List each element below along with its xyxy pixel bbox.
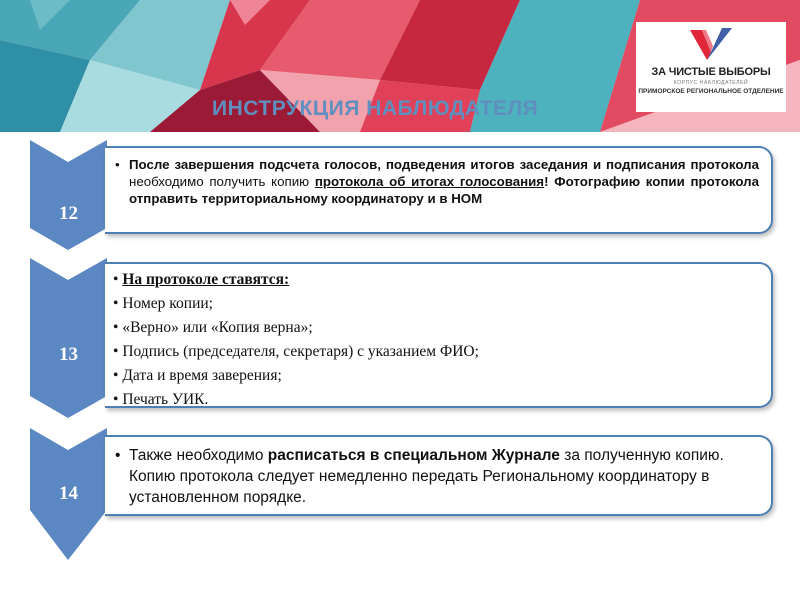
list-item-text: Номер копии; — [122, 295, 213, 312]
step-12-text-bold-1: После завершения подсчета голосов, подведения итогов заседания и подписания протокола — [129, 157, 759, 172]
list-item — [113, 364, 761, 388]
step-12-chevron — [30, 140, 107, 250]
list-item — [113, 316, 761, 340]
bullet: • — [113, 319, 123, 336]
step-12-text-plain-1: необходимо получить копию — [129, 174, 315, 189]
bullet: • — [113, 391, 123, 408]
logo-org-name: ЗА ЧИСТЫЕ ВЫБОРЫ — [651, 66, 771, 78]
logo-corps-text: КОРПУС НАБЛЮДАТЕЛЕЙ — [673, 80, 749, 86]
step-14-box — [105, 435, 773, 516]
step-14-text-bold: расписаться в специальном Журнале — [267, 447, 560, 464]
list-item-text: Подпись (председателя, секретаря) с указанием ФИО; — [122, 343, 479, 360]
bullet: • — [115, 157, 120, 172]
bullet: • — [113, 295, 123, 312]
checkmark-logo-icon — [686, 24, 736, 64]
bullet: • — [115, 447, 121, 464]
list-item — [113, 292, 761, 316]
page-title: ИНСТРУКЦИЯ НАБЛЮДАТЕЛЯ — [212, 97, 539, 120]
step-12-text — [129, 156, 759, 207]
logo-branch-text: ПРИМОРСКОЕ РЕГИОНАЛЬНОЕ ОТДЕЛЕНИЕ — [638, 88, 784, 95]
step-13-box — [105, 262, 773, 408]
bullet: • — [113, 343, 123, 360]
logo — [636, 22, 786, 112]
step-12-text-exclamation: ! — [544, 174, 555, 189]
step-14-text-plain-2: за полученную копию. Копию протокола следует немедленно передать Региональному координатору в установленном порядке. — [129, 447, 724, 506]
step-14-text-plain-1: Также необходимо — [129, 447, 268, 464]
step-13-chevron — [30, 258, 107, 418]
list-item — [113, 340, 761, 364]
step-14-number: 14 — [59, 483, 78, 504]
bullet: • — [113, 367, 123, 384]
list-item-text: «Верно» или «Копия верна»; — [122, 319, 313, 336]
step-13-heading: На протоколе ставятся: — [122, 271, 290, 288]
bullet: • — [113, 271, 123, 288]
step-12-number: 12 — [59, 203, 78, 224]
step-12-text-underlined: протокола об итогах голосования — [314, 174, 545, 189]
list-item-text: Печать УИК. — [122, 391, 209, 408]
step-13-number: 13 — [59, 344, 78, 365]
step-12-box — [105, 146, 773, 234]
step-14-text — [129, 445, 761, 508]
step-13-heading-item — [113, 268, 761, 292]
list-item — [113, 388, 761, 412]
list-item-text: Дата и время заверения; — [122, 367, 282, 384]
step-12-text-bold-2: Фотографию копии протокола отправить территориальному координатору и в НОМ — [129, 174, 759, 206]
